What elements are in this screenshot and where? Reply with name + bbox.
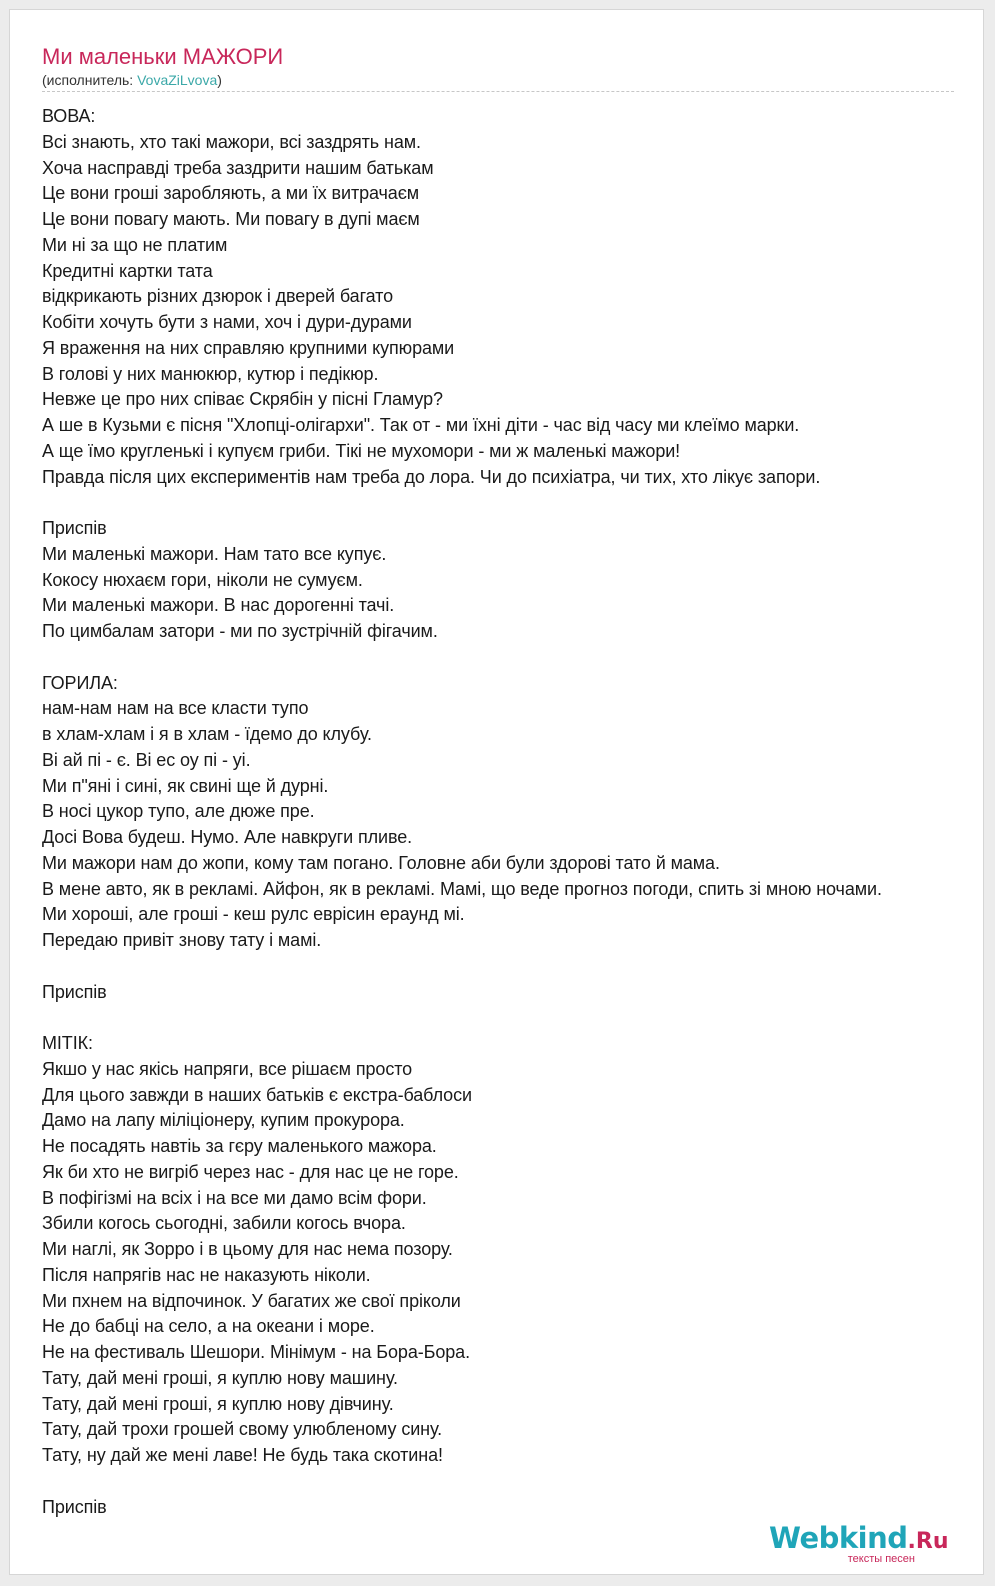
artist-prefix: (исполнитель:: [42, 72, 138, 88]
lyrics-line: По цимбалам затори - ми по зустрічній фігачим.: [42, 621, 438, 641]
lyrics-page: [9, 9, 984, 1575]
lyrics-line: Кокосу нюхаєм гори, ніколи не сумуєм.: [42, 569, 363, 590]
logo-name: Webkind: [769, 1521, 908, 1555]
lyrics-line: Не на фестиваль Шешори. Мінімум - на Бора-Бора.: [42, 1342, 470, 1362]
lyrics-line: Кобіти хочуть бути з нами, хоч і дури-дурами: [42, 312, 412, 332]
lyrics-line: відкрикають різних дзюрок і дверей багато: [42, 286, 394, 307]
lyrics-line: Тату, дай мені гроші, я куплю нову машину.: [42, 1367, 398, 1388]
artist-line: [42, 71, 222, 89]
lyrics-line: Я враження на них справляю крупними купюрами: [42, 337, 455, 358]
logo-tagline: тексты песен: [847, 1553, 915, 1565]
lyrics-line: Ми маленькі мажори. В нас дорогенні тачі.: [42, 595, 395, 616]
song-title: Ми маленьки МАЖОРИ: [42, 44, 284, 69]
lyrics-line: В мене авто, як в рекламі. Айфон, як в рекламі. Мамі, що веде прогноз погоди, спить зі мною ночами.: [42, 878, 882, 899]
lyrics-blank-line: [42, 954, 984, 980]
lyrics-line: Хоча насправді треба заздрити нашим батькам: [42, 157, 434, 178]
lyrics-line: Ві ай пі - є. Ві ес оу пі - уі.: [42, 749, 251, 770]
artist-link[interactable]: VovaZiLvova: [137, 72, 218, 88]
lyrics-line: МІТІК:: [42, 1033, 93, 1053]
site-logo[interactable]: [769, 1521, 955, 1563]
lyrics-line: нам-нам нам на все класти тупо: [42, 698, 309, 719]
lyrics-line: Як би хто не вигріб через нас - для нас це не горе.: [42, 1161, 459, 1182]
lyrics-line: Тату, дай мені гроші, я куплю нову дівчину.: [42, 1393, 394, 1414]
lyrics-line: ВОВА:: [42, 106, 96, 126]
lyrics-line: Це вони гроші заробляють, а ми їх витрачаєм: [42, 183, 420, 204]
lyrics-line: Ми пхнем на відпочинок. У багатих же свої пріколи: [42, 1290, 461, 1311]
lyrics-text: [42, 104, 984, 1520]
lyrics-line: Приспів: [42, 981, 107, 1002]
lyrics-line: Ми п"яні і сині, як свині ще й дурні.: [42, 775, 329, 796]
lyrics-line: Не до бабці на село, а на океани і море.: [42, 1316, 375, 1337]
lyrics-line: Якшо у нас якісь напряги, все рішаєм просто: [42, 1058, 413, 1079]
lyrics-line: ГОРИЛА:: [42, 672, 118, 693]
lyrics-line: Для цього завжди в наших батьків є екстра-баблоси: [42, 1084, 472, 1105]
lyrics-line: Збили когось сьогодні, забили когось вчора.: [42, 1213, 406, 1234]
artist-suffix: ): [217, 72, 222, 88]
header-divider: [42, 91, 954, 92]
lyrics-line: Кредитні картки тата: [42, 260, 213, 281]
lyrics-line: Тату, дай трохи грошей свому улюбленому сину.: [42, 1419, 443, 1440]
lyrics-line: А ще їмо кругленькі і купуєм гриби. Тікі не мухомори - ми ж маленькі мажори!: [42, 440, 681, 461]
lyrics-blank-line: [42, 490, 984, 516]
lyrics-line: Тату, ну дай же мені лаве! Не будь така скотина!: [42, 1445, 443, 1465]
lyrics-line: Ми ні за що не платим: [42, 234, 228, 255]
lyrics-line: В голові у них манюкюр, кутюр і педікюр.: [42, 363, 379, 384]
lyrics-blank-line: [42, 1469, 984, 1495]
lyrics-blank-line: [42, 1005, 984, 1031]
lyrics-line: Ми наглі, як Зорро і в цьому для нас нема позору.: [42, 1239, 453, 1259]
lyrics-line: Передаю привіт знову тату і мамі.: [42, 930, 322, 950]
lyrics-line: Всі знають, хто такі мажори, всі заздрять нам.: [42, 131, 421, 152]
lyrics-line: в хлам-хлам і я в хлам - їдемо до клубу.: [42, 724, 372, 744]
lyrics-line: Ми мажори нам до жопи, кому там погано. Головне аби були здорові тато й мама.: [42, 852, 720, 873]
lyrics-line: Ми маленькі мажори. Нам тато все купує.: [42, 543, 387, 564]
lyrics-line: В носі цукор тупо, але дюже пре.: [42, 801, 315, 822]
lyrics-line: Невже це про них співає Скрябін у пісні Гламур?: [42, 389, 443, 410]
lyrics-line: Правда після цих експериментів нам треба до лора. Чи до психіатра, чи тих, хто лікує запори.: [42, 466, 821, 487]
lyrics-blank-line: [42, 645, 984, 671]
logo-tld: .Ru: [907, 1529, 949, 1554]
lyrics-line: Не посадять навтіь за гєру маленького мажора.: [42, 1136, 437, 1156]
lyrics-line: В пофігізмі на всіх і на все ми дамо всім фори.: [42, 1187, 427, 1208]
lyrics-line: Це вони повагу мають. Ми повагу в дупі маєм: [42, 209, 420, 229]
lyrics-line: А ше в Кузьми є пісня "Хлопці-олігархи". Так от - ми їхні діти - час від часу ми клеїмо марки.: [42, 415, 800, 435]
lyrics-line: Після напрягів нас не наказують ніколи.: [42, 1264, 371, 1285]
lyrics-line: Ми хороші, але гроші - кеш рулс еврісин ераунд мі.: [42, 904, 465, 925]
lyrics-line: Досі Вова будеш. Нумо. Але навкруги пливе.: [42, 827, 413, 847]
lyrics-line: Приспів: [42, 518, 107, 538]
lyrics-line: Дамо на лапу міліціонеру, купим прокурора.: [42, 1110, 405, 1131]
lyrics-line: Приспів: [42, 1496, 107, 1517]
